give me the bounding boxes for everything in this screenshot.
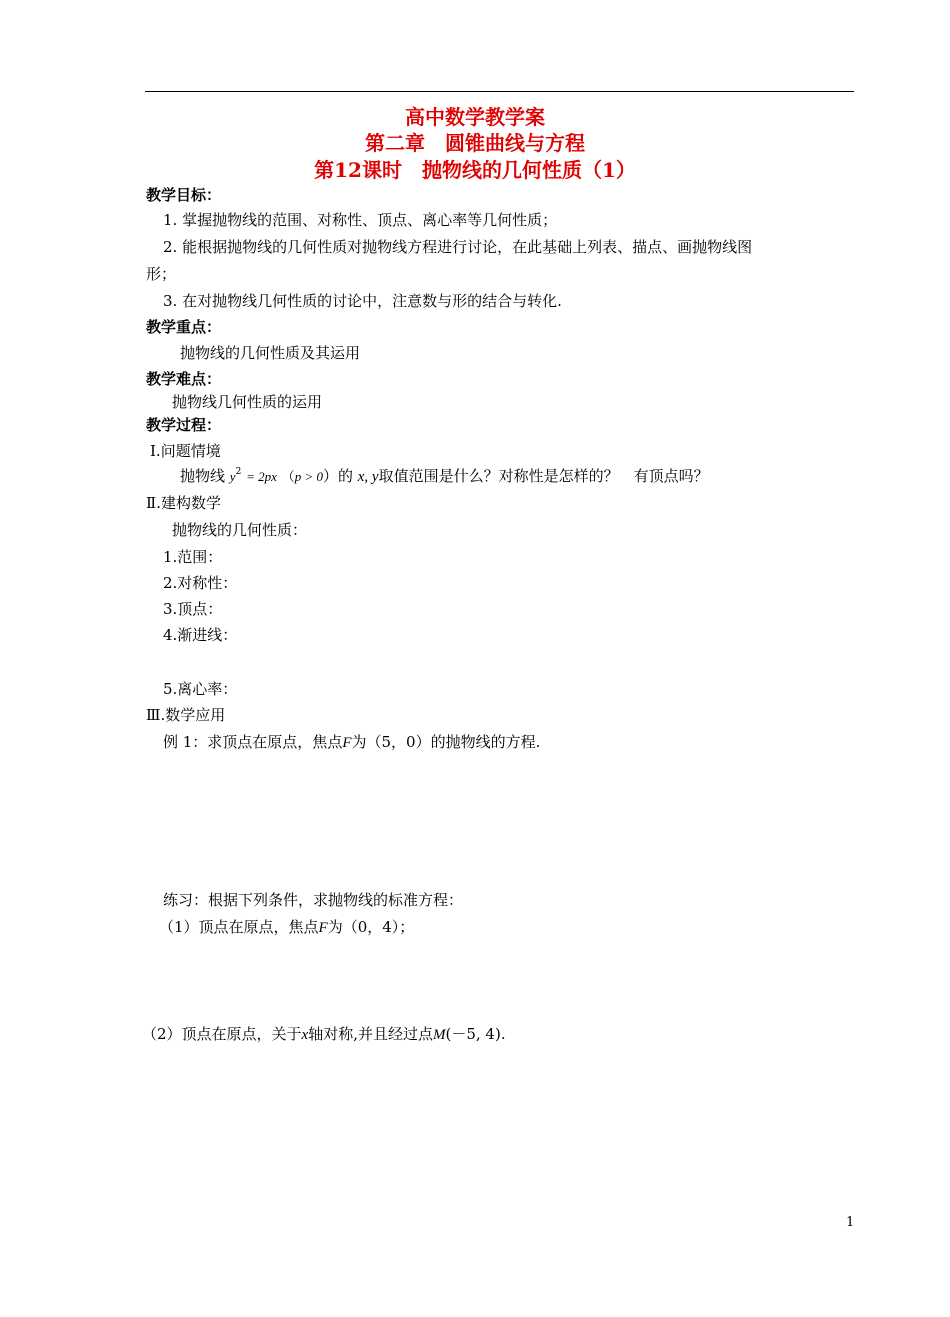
example-1 xyxy=(163,731,540,752)
practice-1-focus: F xyxy=(318,920,328,936)
keypoint-text: 抛物线的几何性质及其运用 xyxy=(180,344,361,362)
goal-item-1: 1. 掌握抛物线的范围、对称性、顶点、离心率等几何性质； xyxy=(163,211,558,229)
practice-2-point: M xyxy=(433,1027,446,1043)
process-label: 教学过程： xyxy=(146,416,222,434)
doc-title: 高中数学教学案 xyxy=(405,105,545,129)
goal-item-2-cont: 形； xyxy=(146,265,177,283)
keypoint-label: 教学重点： xyxy=(146,318,222,336)
goals-label: 教学目标： xyxy=(146,186,222,204)
practice-2-axis: x xyxy=(301,1027,309,1043)
property-eccentricity: 5.离心率： xyxy=(163,680,238,698)
property-range: 1.范围： xyxy=(163,548,223,566)
condition-close: ）的 xyxy=(322,467,353,485)
properties-intro: 抛物线的几何性质： xyxy=(172,521,308,539)
header-rule xyxy=(145,91,854,92)
page-number: 1 xyxy=(846,1215,855,1230)
equation-rhs: = 2px xyxy=(246,469,277,484)
section-1-heading: Ⅰ.问题情境 xyxy=(150,442,221,460)
property-vertex: 3.顶点： xyxy=(163,600,223,618)
property-symmetry: 2.对称性： xyxy=(163,574,238,592)
question-suffix: 取值范围是什么？对称性是怎样的？ 有顶点吗？ xyxy=(378,467,709,485)
question-prefix: 抛物线 xyxy=(180,467,226,485)
goal-item-3: 3. 在对抛物线几何性质的讨论中，注意数与形的结合与转化. xyxy=(163,292,562,310)
question-line xyxy=(180,465,709,486)
condition-open: （ xyxy=(281,470,295,485)
difficulty-label: 教学难点： xyxy=(146,370,222,388)
goal-item-2: 2. 能根据抛物线的几何性质对抛物线方程进行讨论，在此基础上列表、描点、画抛物线图 xyxy=(163,238,753,256)
condition: p > 0 xyxy=(294,469,323,484)
practice-1-part-b: 为（0，4）； xyxy=(327,918,415,936)
practice-2-part-a: （2）顶点在原点，关于 xyxy=(142,1025,302,1043)
variables: x, y xyxy=(357,469,379,485)
property-asymptote: 4.渐进线： xyxy=(163,626,238,644)
equation-exponent: 2 xyxy=(235,467,242,477)
equation-y: y xyxy=(229,469,236,484)
practice-2-part-b: 轴对称,并且经过点 xyxy=(308,1025,433,1043)
lesson-title: 第12课时 抛物线的几何性质（1） xyxy=(314,158,636,182)
practice-2 xyxy=(142,1023,506,1044)
practice-intro: 练习：根据下列条件，求抛物线的标准方程： xyxy=(163,891,464,909)
practice-2-part-c: (－5, 4). xyxy=(445,1025,506,1043)
practice-1 xyxy=(159,916,414,937)
example-1-part-b: 为（5，0）的抛物线的方程. xyxy=(351,733,541,751)
section-2-heading: Ⅱ.建构数学 xyxy=(146,494,221,512)
example-1-focus: F xyxy=(342,735,352,751)
section-3-heading: Ⅲ.数学应用 xyxy=(146,706,226,724)
chapter-title: 第二章 圆锥曲线与方程 xyxy=(365,131,585,155)
example-1-part-a: 例 1：求顶点在原点，焦点 xyxy=(163,733,343,751)
difficulty-text: 抛物线几何性质的运用 xyxy=(172,393,323,411)
practice-1-part-a: （1）顶点在原点，焦点 xyxy=(159,918,319,936)
